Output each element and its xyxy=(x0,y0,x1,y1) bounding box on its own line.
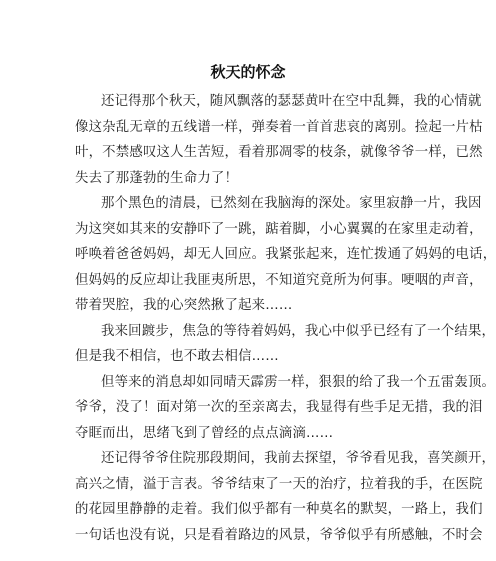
document-title: 秋天的怀念 xyxy=(210,63,286,81)
paragraph-2 xyxy=(75,191,496,319)
paragraph-line: 呼唤着爸爸妈妈，却无人回应。我紧张起来，连忙拨通了妈妈的电话， xyxy=(75,247,496,262)
paragraph-line: 像这杂乱无章的五线谱一样，弹奏着一首首悲哀的离别。捡起一片枯 xyxy=(75,119,483,135)
document-body xyxy=(75,89,496,548)
paragraph-line: 高兴之情，溢于言表。爷爷结束了一天的治疗，拉着我的手，在医院 xyxy=(75,476,483,492)
paragraph-4 xyxy=(75,370,496,447)
paragraph-line: 失去了那蓬勃的生命力了！ xyxy=(75,170,239,186)
paragraph-line: 还记得那个秋天，随风飘落的瑟瑟黄叶在空中乱舞，我的心情就 xyxy=(101,94,482,109)
paragraph-line: 但等来的消息却如同晴天霹雳一样，狠狠的给了我一个五雷轰顶。 xyxy=(101,374,496,390)
paragraph-line: 为这突如其来的安静吓了一跳，踮着脚，小心翼翼的在家里走动着， xyxy=(75,221,483,237)
paragraph-line: 一句话也没有说，只是看着路边的风景，爷爷似乎有所感触，不时会 xyxy=(75,527,483,543)
paragraph-line: 那个黑色的清晨，已然刻在我脑海的深处。家里寂静一片，我因 xyxy=(101,196,482,211)
paragraph-line: 的花园里静静的走着。我们似乎都有一种莫名的默契，一路上，我们 xyxy=(75,502,483,517)
paragraph-line: 带着哭腔，我的心突然揪了起来…… xyxy=(75,298,293,313)
paragraph-1 xyxy=(75,89,483,191)
paragraph-3 xyxy=(75,319,496,370)
paragraph-line: 还记得爷爷住院那段期间，我前去探望，爷爷看见我，喜笑颜开， xyxy=(101,451,496,466)
paragraph-line: 但是我不相信，也不敢去相信…… xyxy=(75,349,279,364)
paragraph-line: 夺眶而出，思绪飞到了曾经的点点滴滴…… xyxy=(75,425,334,441)
paragraph-line: 叶，不禁感叹这人生苦短，看着那凋零的枝条，就像爷爷一样，已然 xyxy=(75,145,483,160)
paragraph-line: 爷爷，没了！面对第一次的至亲离去，我显得有些手足无措，我的泪 xyxy=(75,400,483,415)
paragraph-line: 但妈妈的反应却让我匪夷所思，不知道究竟所为何事。哽咽的声音， xyxy=(75,272,483,288)
paragraph-5 xyxy=(75,446,496,548)
paragraph-line: 我来回踱步，焦急的等待着妈妈，我心中似乎已经有了一个结果， xyxy=(101,323,496,339)
